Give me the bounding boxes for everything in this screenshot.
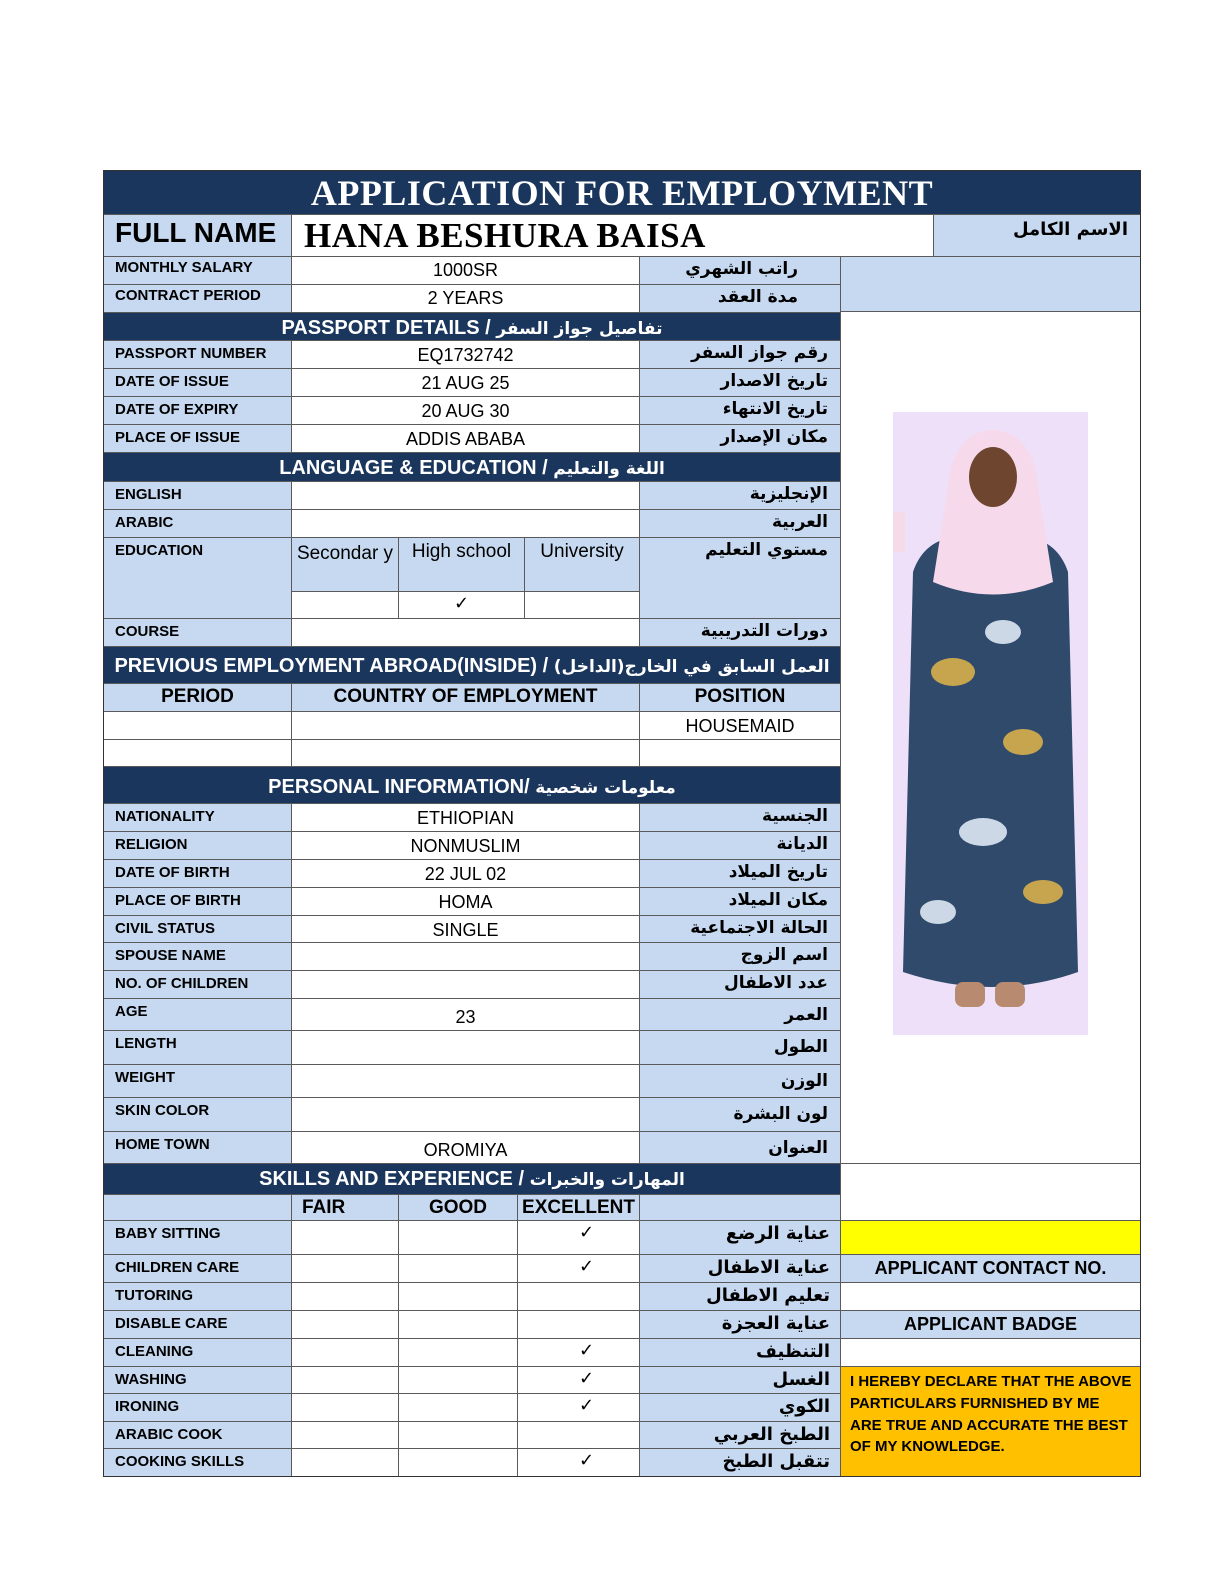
personal-row-value: SINGLE (291, 915, 640, 943)
personal-row-label-ar: العنوان (639, 1131, 841, 1164)
education-label: EDUCATION (103, 537, 292, 619)
column-period: PERIOD (103, 683, 292, 712)
personal-row-value (291, 1097, 640, 1132)
personal-row-label-ar: الطول (639, 1030, 841, 1065)
skill-check-excellent[interactable]: ✓ (517, 1220, 640, 1255)
sidebar-blank (840, 1163, 1141, 1221)
personal-header-en: PERSONAL INFORMATION/ (268, 776, 530, 798)
personal-row-label: AGE (103, 998, 292, 1031)
passport-row-value: ADDIS ABABA (291, 424, 640, 453)
personal-row-label: CIVIL STATUS (103, 915, 292, 943)
skill-check-excellent[interactable]: ✓ (517, 1366, 640, 1394)
previous-employment-header (103, 646, 841, 684)
personal-row-value: NONMUSLIM (291, 831, 640, 860)
column-position: POSITION (639, 683, 841, 712)
photo-dress-flower (1023, 880, 1063, 904)
skill-check-good[interactable] (398, 1220, 518, 1255)
skill-row-label: IRONING (103, 1393, 292, 1422)
skill-check-fair[interactable] (291, 1448, 399, 1477)
applicant-photo-illustration (893, 412, 1088, 1035)
english-label-ar: الإنجليزية (639, 481, 841, 510)
skill-check-excellent[interactable]: ✓ (517, 1338, 640, 1367)
personal-row-label: WEIGHT (103, 1064, 292, 1098)
personal-row-label-ar: تاريخ الميلاد (639, 859, 841, 888)
personal-row-label: NO. OF CHILDREN (103, 970, 292, 999)
passport-row-value: EQ1732742 (291, 340, 640, 369)
employment-row-position: HOUSEMAID (639, 711, 841, 740)
education-level-secondary: Secondar y (291, 537, 399, 592)
personal-row-label-ar: الحالة الاجتماعية (639, 915, 841, 943)
passport-row-label-ar: تاريخ الاصدار (639, 368, 841, 397)
contact-value[interactable] (840, 1282, 1141, 1311)
skill-check-good[interactable] (398, 1254, 518, 1283)
photo-dress-flower (931, 658, 975, 686)
arabic-value (291, 509, 640, 538)
education-check-highschool[interactable]: ✓ (398, 591, 525, 619)
passport-header-en: PASSPORT DETAILS / (281, 317, 491, 339)
contract-row-label-ar: مدة العقد (639, 284, 841, 313)
personal-row-label: DATE OF BIRTH (103, 859, 292, 888)
personal-row-label: RELIGION (103, 831, 292, 860)
contact-label: APPLICANT CONTACT NO. (840, 1254, 1141, 1283)
personal-row-label-ar: الديانة (639, 831, 841, 860)
skill-row-label: COOKING SKILLS (103, 1448, 292, 1477)
passport-header-ar: تفاصيل جواز السفر (496, 319, 663, 339)
employment-row-period (103, 711, 292, 740)
photo-foot (955, 982, 985, 1007)
language-header (103, 452, 841, 482)
skill-row-label: DISABLE CARE (103, 1310, 292, 1339)
education-check-university[interactable] (524, 591, 640, 619)
full-name-label: FULL NAME (103, 214, 292, 257)
highlight-bar (840, 1220, 1141, 1255)
skill-check-excellent[interactable]: ✓ (517, 1254, 640, 1283)
personal-row-label: HOME TOWN (103, 1131, 292, 1164)
contract-side-blank (840, 256, 1141, 312)
employment-row-country (291, 711, 640, 740)
education-check-secondary[interactable] (291, 591, 399, 619)
employment-row-period (103, 739, 292, 768)
skill-row-label-ar: عناية الاطفال (639, 1254, 841, 1283)
previous-employment-header-en: PREVIOUS EMPLOYMENT ABROAD(INSIDE) / (114, 655, 549, 677)
form-title: APPLICATION FOR EMPLOYMENT (103, 170, 1141, 215)
skill-check-fair[interactable] (291, 1310, 399, 1339)
passport-row-value: 21 AUG 25 (291, 368, 640, 397)
applicant-photo (893, 412, 1088, 1035)
personal-row-value (291, 1030, 640, 1065)
personal-row-label-ar: الوزن (639, 1064, 841, 1098)
skill-check-fair[interactable] (291, 1421, 399, 1449)
skill-check-excellent[interactable] (517, 1421, 640, 1449)
photo-dress-flower (959, 818, 1007, 846)
personal-row-value: HOMA (291, 887, 640, 916)
skill-check-fair[interactable] (291, 1338, 399, 1367)
skills-column-fair: FAIR (291, 1194, 399, 1221)
personal-row-value: OROMIYA (291, 1131, 640, 1164)
passport-row-label: DATE OF EXPIRY (103, 396, 292, 425)
personal-row-label-ar: الجنسية (639, 803, 841, 832)
personal-row-value: 22 JUL 02 (291, 859, 640, 888)
skills-column-blank (103, 1194, 292, 1221)
photo-foot (995, 982, 1025, 1007)
passport-row-value: 20 AUG 30 (291, 396, 640, 425)
skill-row-label-ar: تعليم الاطفال (639, 1282, 841, 1311)
contract-row-value: 1000SR (291, 256, 640, 285)
skill-check-good[interactable] (398, 1282, 518, 1311)
employment-row-country (291, 739, 640, 768)
full-name-value: HANA BESHURA BAISA (291, 214, 934, 257)
skill-row-label: BABY SITTING (103, 1220, 292, 1255)
skill-check-good[interactable] (398, 1310, 518, 1339)
skills-header-ar: المهارات والخبرات (529, 1170, 685, 1190)
passport-row-label-ar: مكان الإصدار (639, 424, 841, 453)
skill-row-label: TUTORING (103, 1282, 292, 1311)
skill-row-label-ar: عناية الرضع (639, 1220, 841, 1255)
photo-dress-flower (1003, 729, 1043, 755)
skill-row-label: CLEANING (103, 1338, 292, 1367)
arabic-label: ARABIC (103, 509, 292, 538)
skill-row-label-ar: عناية العجزة (639, 1310, 841, 1339)
skill-check-fair[interactable] (291, 1220, 399, 1255)
passport-row-label-ar: تاريخ الانتهاء (639, 396, 841, 425)
education-level-highschool: High school (398, 537, 525, 592)
skill-check-excellent[interactable]: ✓ (517, 1393, 640, 1422)
education-level-university: University (524, 537, 640, 592)
personal-row-label-ar: عدد الاطفال (639, 970, 841, 999)
skills-column-good: GOOD (398, 1194, 518, 1221)
course-label-ar: دورات التدريبية (639, 618, 841, 647)
personal-row-label: PLACE OF BIRTH (103, 887, 292, 916)
skill-row-label-ar: الغسل (639, 1366, 841, 1394)
skill-row-label-ar: تتقبل الطبخ (639, 1448, 841, 1477)
personal-row-value: ETHIOPIAN (291, 803, 640, 832)
contract-row-label: MONTHLY SALARY (103, 256, 292, 285)
photo-dress-flower (920, 900, 956, 924)
language-header-ar: اللغة والتعليم (553, 459, 665, 479)
personal-row-label-ar: العمر (639, 998, 841, 1031)
personal-row-label: SPOUSE NAME (103, 942, 292, 971)
skill-check-excellent[interactable] (517, 1310, 640, 1339)
photo-dress-flower (985, 620, 1021, 644)
personal-header-ar: معلومات شخصية (535, 778, 676, 798)
personal-row-value (291, 1064, 640, 1098)
employment-row-position (639, 739, 841, 768)
personal-row-label: NATIONALITY (103, 803, 292, 832)
photo-edge-detail (893, 512, 905, 552)
contract-row-label-ar: راتب الشهري (639, 256, 841, 285)
contract-row-value: 2 YEARS (291, 284, 640, 313)
skill-row-label: ARABIC COOK (103, 1421, 292, 1449)
skill-check-excellent[interactable]: ✓ (517, 1448, 640, 1477)
skills-column-blank-ar (639, 1194, 841, 1221)
skill-check-fair[interactable] (291, 1254, 399, 1283)
contract-row-label: CONTRACT PERIOD (103, 284, 292, 313)
skill-row-label: WASHING (103, 1366, 292, 1394)
photo-face (969, 447, 1017, 507)
passport-row-label-ar: رقم جواز السفر (639, 340, 841, 369)
skill-row-label: CHILDREN CARE (103, 1254, 292, 1283)
skill-check-good[interactable] (398, 1366, 518, 1394)
personal-row-label-ar: مكان الميلاد (639, 887, 841, 916)
badge-value[interactable] (840, 1338, 1141, 1367)
skills-column-excellent: EXCELLENT (517, 1194, 640, 1221)
skill-check-excellent[interactable] (517, 1282, 640, 1311)
skill-check-good[interactable] (398, 1448, 518, 1477)
personal-row-value (291, 970, 640, 999)
course-value (291, 618, 640, 647)
personal-header (103, 766, 841, 804)
english-label: ENGLISH (103, 481, 292, 510)
course-label: COURSE (103, 618, 292, 647)
skills-header (103, 1163, 841, 1195)
personal-row-label: LENGTH (103, 1030, 292, 1065)
skill-check-fair[interactable] (291, 1393, 399, 1422)
skill-row-label-ar: الكوي (639, 1393, 841, 1422)
personal-row-value (291, 942, 640, 971)
skill-check-good[interactable] (398, 1338, 518, 1367)
skill-check-fair[interactable] (291, 1366, 399, 1394)
skill-row-label-ar: الطبخ العربي (639, 1421, 841, 1449)
passport-row-label: DATE OF ISSUE (103, 368, 292, 397)
previous-employment-header-ar: العمل السابق في الخارج(الداخل) (553, 657, 830, 677)
education-label-ar: مستوي التعليم (639, 537, 841, 619)
language-header-en: LANGUAGE & EDUCATION / (279, 457, 548, 479)
english-value (291, 481, 640, 510)
personal-row-label-ar: لون البشرة (639, 1097, 841, 1132)
skill-check-good[interactable] (398, 1393, 518, 1422)
personal-row-value: 23 (291, 998, 640, 1031)
personal-row-label-ar: اسم الزوج (639, 942, 841, 971)
skill-check-good[interactable] (398, 1421, 518, 1449)
passport-row-label: PLACE OF ISSUE (103, 424, 292, 453)
skill-row-label-ar: التنظيف (639, 1338, 841, 1367)
arabic-label-ar: العربية (639, 509, 841, 538)
skill-check-fair[interactable] (291, 1282, 399, 1311)
full-name-label-ar: الاسم الكامل (933, 214, 1141, 257)
passport-header (103, 312, 841, 341)
passport-row-label: PASSPORT NUMBER (103, 340, 292, 369)
badge-label: APPLICANT BADGE (840, 1310, 1141, 1339)
column-country: COUNTRY OF EMPLOYMENT (291, 683, 640, 712)
personal-row-label: SKIN COLOR (103, 1097, 292, 1132)
declaration-text: I HEREBY DECLARE THAT THE ABOVE PARTICULARS FURNISHED BY ME ARE TRUE AND ACCURATE THE BEST OF MY KNOWLEDGE. (840, 1366, 1141, 1477)
skills-header-en: SKILLS AND EXPERIENCE / (259, 1168, 524, 1190)
